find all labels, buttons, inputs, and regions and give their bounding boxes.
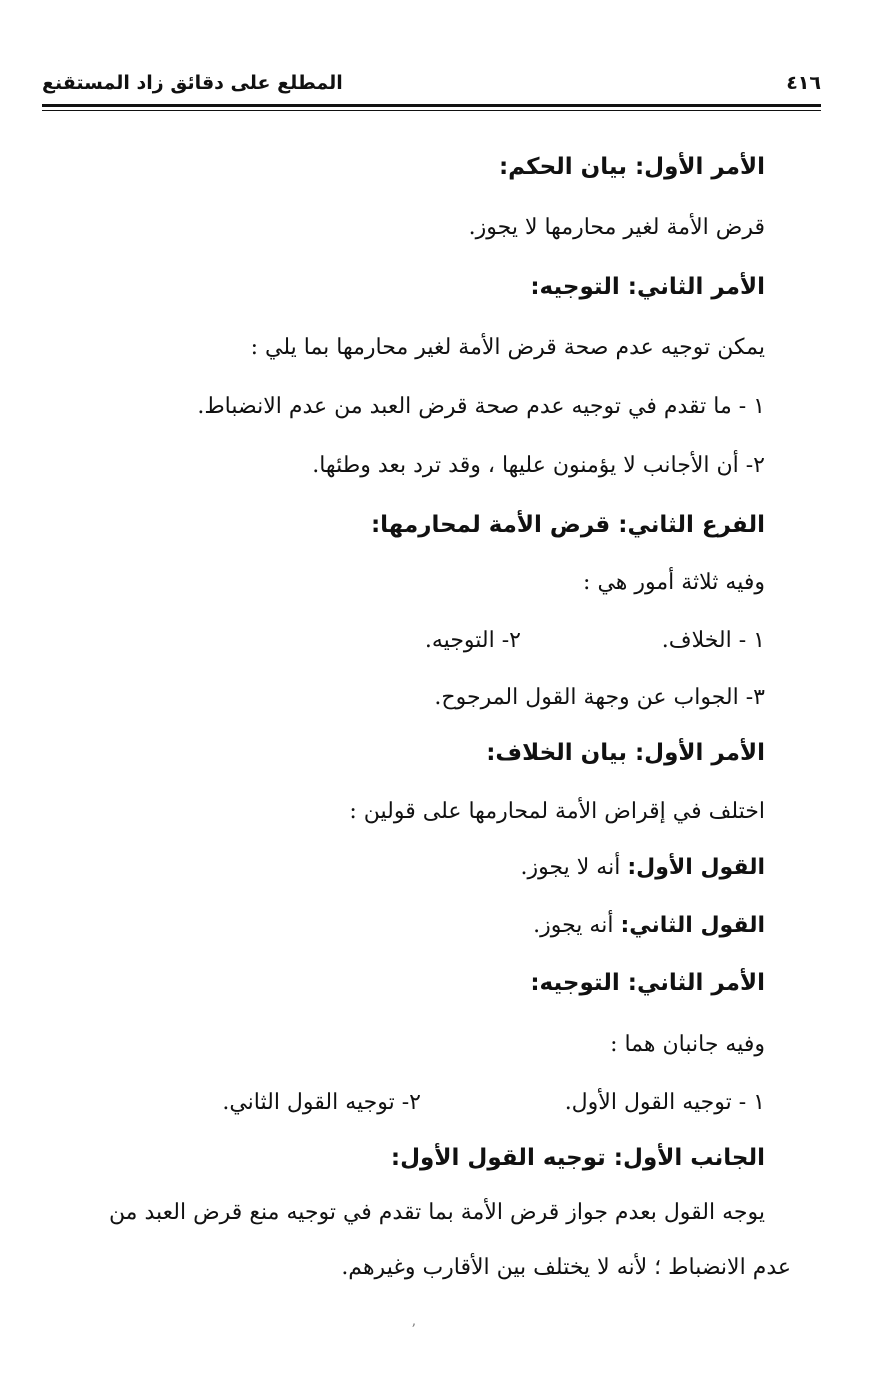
list-item: ٢- أن الأجانب لا يؤمنون عليها ، وقد ترد بعد وطئها. bbox=[312, 453, 765, 478]
opinion-line bbox=[520, 853, 765, 883]
heading-ruling: الأمر الأول: بيان الحكم: bbox=[498, 154, 765, 180]
paragraph-line: وفيه ثلاثة أمور هي : bbox=[583, 570, 765, 595]
running-header bbox=[42, 66, 821, 100]
header-rule-thick bbox=[42, 104, 821, 107]
scan-speck: ʼ bbox=[411, 1322, 416, 1338]
heading-justification: الأمر الثاني: التوجيه: bbox=[530, 274, 765, 300]
heading-dispute: الأمر الأول: بيان الخلاف: bbox=[486, 740, 765, 766]
opinion-label: القول الأول: bbox=[627, 855, 765, 880]
paragraph-line: يمكن توجيه عدم صحة قرض الأمة لغير محارمها بما يلي : bbox=[250, 335, 765, 360]
list-item: ٢- التوجيه. bbox=[424, 628, 521, 653]
paragraph-line: قرض الأمة لغير محارمها لا يجوز. bbox=[468, 215, 765, 240]
list-item: ١ - توجيه القول الأول. bbox=[564, 1090, 765, 1115]
opinion-text: أنه لا يجوز. bbox=[520, 855, 621, 880]
list-item: ١ - الخلاف. bbox=[661, 628, 765, 653]
header-rule-thin bbox=[42, 110, 821, 111]
opinion-label: القول الثاني: bbox=[620, 913, 765, 938]
heading-first-aspect: الجانب الأول: توجيه القول الأول: bbox=[390, 1145, 765, 1171]
paragraph-line: يوجه القول بعدم جواز قرض الأمة بما تقدم في توجيه منع قرض العبد من bbox=[108, 1200, 765, 1225]
list-item: ٢- توجيه القول الثاني. bbox=[222, 1090, 421, 1115]
heading-justification: الأمر الثاني: التوجيه: bbox=[530, 970, 765, 996]
opinion-text: أنه يجوز. bbox=[533, 913, 614, 938]
paragraph-line: وفيه جانبان هما : bbox=[610, 1032, 765, 1057]
list-item: ٣- الجواب عن وجهة القول المرجوح. bbox=[434, 685, 765, 710]
list-item: ١ - ما تقدم في توجيه عدم صحة قرض العبد من عدم الانضباط. bbox=[197, 394, 765, 419]
paragraph-line: عدم الانضباط ؛ لأنه لا يختلف بين الأقارب وغيرهم. bbox=[341, 1255, 791, 1280]
opinion-line bbox=[533, 911, 765, 941]
book-title: المطلع على دقائق زاد المستقنع bbox=[42, 72, 343, 94]
paragraph-line: اختلف في إقراض الأمة لمحارمها على قولين : bbox=[349, 799, 765, 824]
heading-second-branch: الفرع الثاني: قرض الأمة لمحارمها: bbox=[370, 512, 765, 538]
page-number: ٤١٦ bbox=[786, 72, 821, 94]
